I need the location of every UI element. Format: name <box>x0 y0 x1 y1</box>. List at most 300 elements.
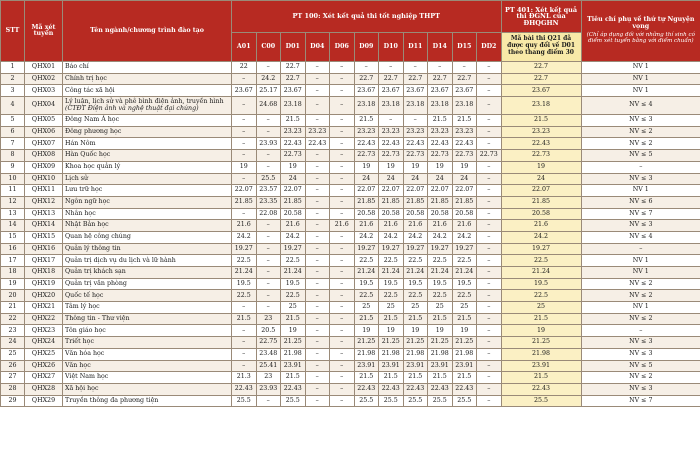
stt-cell: 10 <box>1 173 25 185</box>
program-name: Báo chí <box>65 63 89 71</box>
score-cell-d14: 20.58 <box>428 208 453 220</box>
score-cell-a01: 21.85 <box>232 196 257 208</box>
score-cell-d04: – <box>305 337 330 349</box>
extra-criteria-cell: – <box>581 161 700 173</box>
code-cell: QHX04 <box>25 97 63 115</box>
score-cell-d09: 21.98 <box>354 348 379 360</box>
score-cell-c00: 25.5 <box>256 173 281 185</box>
code-cell: QHX12 <box>25 196 63 208</box>
score-cell-d14: 19 <box>428 325 453 337</box>
score-cell-d11: 19.5 <box>403 278 428 290</box>
program-name-cell <box>63 173 232 185</box>
score-cell-a01: – <box>232 173 257 185</box>
score-cell-d15: 22.07 <box>452 185 477 197</box>
score-cell-d14: 19 <box>428 161 453 173</box>
score-cell-d11: 22.7 <box>403 73 428 85</box>
score-cell-d06: – <box>330 138 355 150</box>
pt401-score-cell: 23.23 <box>501 126 581 138</box>
stt-cell: 19 <box>1 278 25 290</box>
score-cell-d09: 21.25 <box>354 337 379 349</box>
score-cell-d01: 22.5 <box>281 290 306 302</box>
score-cell-d01: 22.43 <box>281 383 306 395</box>
score-cell-d06: – <box>330 126 355 138</box>
score-cell-a01: – <box>232 150 257 162</box>
score-cell-d09: 20.58 <box>354 208 379 220</box>
score-cell-d09: 23.91 <box>354 360 379 372</box>
program-name: Xã hội học <box>65 385 99 393</box>
extra-criteria-cell: NV 1 <box>581 255 700 267</box>
score-cell-d15: 22.5 <box>452 290 477 302</box>
score-cell-d10: 19.5 <box>379 278 404 290</box>
program-name: Lý luận, lịch sử và phê bình điện ảnh, truyền hình <box>65 97 224 105</box>
pt401-score-cell: 23.91 <box>501 360 581 372</box>
score-cell-d09: 22.5 <box>354 290 379 302</box>
extra-criteria-cell: NV ≤ 3 <box>581 383 700 395</box>
program-name-cell <box>63 62 232 74</box>
pt401-score-cell: 21.85 <box>501 196 581 208</box>
score-cell-a01: – <box>232 138 257 150</box>
score-cell-d11: 23.23 <box>403 126 428 138</box>
score-cell-d15: 21.5 <box>452 115 477 127</box>
score-cell-d14: 23.23 <box>428 126 453 138</box>
score-cell-a01: 21.3 <box>232 372 257 384</box>
table-body <box>1 62 700 407</box>
score-cell-d06: – <box>330 325 355 337</box>
program-name-cell <box>63 185 232 197</box>
extra-criteria-cell: NV 1 <box>581 267 700 279</box>
program-name: Tâm lý học <box>65 303 100 311</box>
code-cell: QHX17 <box>25 255 63 267</box>
program-name-cell <box>63 383 232 395</box>
score-cell-d06: – <box>330 360 355 372</box>
score-cell-a01: 22.5 <box>232 290 257 302</box>
score-cell-d15: 21.5 <box>452 313 477 325</box>
score-cell-d04: – <box>305 255 330 267</box>
stt-cell: 5 <box>1 115 25 127</box>
score-cell-a01: 19.5 <box>232 278 257 290</box>
score-cell-d14: – <box>428 62 453 74</box>
score-cell-dd2: – <box>477 278 502 290</box>
score-cell-d10: 19.27 <box>379 243 404 255</box>
program-name-cell <box>63 231 232 243</box>
score-cell-d11: 22.07 <box>403 185 428 197</box>
score-cell-c00: 23.48 <box>256 348 281 360</box>
score-cell-dd2: 22.73 <box>477 150 502 162</box>
table-row <box>1 196 700 208</box>
score-cell-d09: 22.5 <box>354 255 379 267</box>
score-cell-d06: – <box>330 196 355 208</box>
program-name-cell <box>63 161 232 173</box>
score-cell-d15: 22.73 <box>452 150 477 162</box>
score-cell-a01: 19 <box>232 161 257 173</box>
code-cell: QHX23 <box>25 325 63 337</box>
extra-criteria-cell: NV ≤ 2 <box>581 278 700 290</box>
program-name-cell <box>63 138 232 150</box>
score-cell-d09: 22.43 <box>354 138 379 150</box>
score-cell-d09: 19 <box>354 325 379 337</box>
score-cell-d04: 22.43 <box>305 138 330 150</box>
code-cell: QHX02 <box>25 73 63 85</box>
code-cell: QHX14 <box>25 220 63 232</box>
subject-header-d04: D04 <box>305 32 330 61</box>
extra-criteria-cell: NV ≤ 6 <box>581 196 700 208</box>
extra-criteria-cell: NV ≤ 2 <box>581 313 700 325</box>
extra-criteria-header <box>581 1 700 62</box>
program-name: Ngôn ngữ học <box>65 198 110 206</box>
score-cell-dd2: – <box>477 138 502 150</box>
score-cell-d04: – <box>305 372 330 384</box>
table-row <box>1 115 700 127</box>
score-cell-d14: 23.67 <box>428 85 453 97</box>
score-cell-d15: 21.6 <box>452 220 477 232</box>
program-name: Thông tin - Thư viện <box>65 314 130 322</box>
score-cell-d14: 19.27 <box>428 243 453 255</box>
score-cell-d15: 23.67 <box>452 85 477 97</box>
stt-cell: 16 <box>1 243 25 255</box>
score-cell-a01: – <box>232 337 257 349</box>
score-cell-d04: – <box>305 360 330 372</box>
score-cell-d11: 22.5 <box>403 255 428 267</box>
score-cell-d14: 24.2 <box>428 231 453 243</box>
extra-criteria-cell: NV 1 <box>581 302 700 314</box>
score-cell-c00: – <box>256 220 281 232</box>
score-cell-d01: 21.5 <box>281 313 306 325</box>
table-row <box>1 138 700 150</box>
score-cell-c00: 25.41 <box>256 360 281 372</box>
score-cell-d10: 22.7 <box>379 73 404 85</box>
score-cell-d01: 23.91 <box>281 360 306 372</box>
score-cell-d09: 21.5 <box>354 115 379 127</box>
table-row <box>1 97 700 115</box>
score-cell-d01: 19.5 <box>281 278 306 290</box>
score-cell-c00: 22.75 <box>256 337 281 349</box>
table-row <box>1 290 700 302</box>
score-cell-d15: – <box>452 62 477 74</box>
score-cell-dd2: – <box>477 313 502 325</box>
score-cell-d06: – <box>330 243 355 255</box>
score-cell-d09: 21.24 <box>354 267 379 279</box>
extra-criteria-cell: NV ≤ 7 <box>581 395 700 407</box>
extra-criteria-cell: NV ≤ 4 <box>581 231 700 243</box>
stt-cell: 18 <box>1 267 25 279</box>
score-cell-d06: – <box>330 85 355 97</box>
score-cell-d04: – <box>305 173 330 185</box>
score-cell-d10: 21.5 <box>379 372 404 384</box>
score-cell-d14: 22.7 <box>428 73 453 85</box>
score-cell-d04: – <box>305 243 330 255</box>
score-cell-dd2: – <box>477 85 502 97</box>
stt-cell: 29 <box>1 395 25 407</box>
score-cell-d11: 21.6 <box>403 220 428 232</box>
score-cell-d09: 23.67 <box>354 85 379 97</box>
score-cell-a01: – <box>232 126 257 138</box>
stt-cell: 15 <box>1 231 25 243</box>
code-cell: QHX24 <box>25 337 63 349</box>
score-cell-d04: – <box>305 97 330 115</box>
program-name: Triết học <box>65 338 95 346</box>
score-cell-d10: 21.98 <box>379 348 404 360</box>
score-cell-d15: 19.5 <box>452 278 477 290</box>
program-name: Tôn giáo học <box>65 326 106 334</box>
extra-criteria-cell: – <box>581 325 700 337</box>
score-cell-d14: 21.98 <box>428 348 453 360</box>
table-row <box>1 231 700 243</box>
score-cell-d01: 24.2 <box>281 231 306 243</box>
score-cell-d04: – <box>305 267 330 279</box>
table-row <box>1 243 700 255</box>
table-row <box>1 348 700 360</box>
score-cell-d06: – <box>330 302 355 314</box>
score-cell-c00: 23.57 <box>256 185 281 197</box>
extra-criteria-note: (Chỉ áp dụng đối với những thí sinh có điểm xét tuyển bằng với điểm chuẩn) <box>586 31 696 45</box>
score-cell-d01: 20.58 <box>281 208 306 220</box>
score-cell-dd2: – <box>477 348 502 360</box>
pt401-score-cell: 21.5 <box>501 372 581 384</box>
program-name: Nhật Bản học <box>65 221 109 229</box>
score-cell-d15: 22.5 <box>452 255 477 267</box>
score-cell-c00: 23 <box>256 313 281 325</box>
program-name-cell <box>63 243 232 255</box>
code-cell: QHX16 <box>25 243 63 255</box>
score-cell-c00: – <box>256 290 281 302</box>
score-cell-d14: 21.85 <box>428 196 453 208</box>
score-cell-d01: 25 <box>281 302 306 314</box>
extra-criteria-cell: NV ≤ 2 <box>581 126 700 138</box>
program-name: Quản trị dịch vụ du lịch và lữ hành <box>65 256 176 264</box>
score-cell-d09: 19.5 <box>354 278 379 290</box>
extra-criteria-cell: NV 1 <box>581 185 700 197</box>
score-cell-d09: 19.27 <box>354 243 379 255</box>
score-cell-a01: 22.07 <box>232 185 257 197</box>
pt401-score-cell: 19 <box>501 161 581 173</box>
score-cell-a01: – <box>232 208 257 220</box>
score-cell-dd2: – <box>477 243 502 255</box>
extra-criteria-cell: NV ≤ 3 <box>581 115 700 127</box>
score-cell-dd2: – <box>477 395 502 407</box>
score-cell-d10: 24 <box>379 173 404 185</box>
subject-header-a01: A01 <box>232 32 257 61</box>
pt401-score-cell: 21.6 <box>501 220 581 232</box>
program-name: Quản lý thông tin <box>65 244 121 252</box>
code-cell: QHX27 <box>25 372 63 384</box>
score-cell-d06: – <box>330 337 355 349</box>
score-cell-d10: – <box>379 62 404 74</box>
score-cell-d11: 23.67 <box>403 85 428 97</box>
program-name-cell <box>63 278 232 290</box>
score-cell-a01: 21.6 <box>232 220 257 232</box>
stt-cell: 25 <box>1 348 25 360</box>
table-row <box>1 126 700 138</box>
score-cell-d10: 22.43 <box>379 138 404 150</box>
score-cell-a01: – <box>232 97 257 115</box>
score-cell-d10: 22.07 <box>379 185 404 197</box>
table-row <box>1 325 700 337</box>
score-cell-dd2: – <box>477 196 502 208</box>
score-cell-dd2: – <box>477 126 502 138</box>
pt401-score-cell: 22.7 <box>501 62 581 74</box>
score-cell-d04: – <box>305 208 330 220</box>
extra-criteria-cell: NV ≤ 3 <box>581 220 700 232</box>
program-name: Văn học <box>65 361 91 369</box>
score-cell-d09: 22.7 <box>354 73 379 85</box>
pt401-score-cell: 22.7 <box>501 73 581 85</box>
code-cell: QHX10 <box>25 173 63 185</box>
subject-header-d01: D01 <box>281 32 306 61</box>
score-cell-d01: 25.5 <box>281 395 306 407</box>
score-cell-d11: 25 <box>403 302 428 314</box>
table-row <box>1 278 700 290</box>
score-cell-dd2: – <box>477 220 502 232</box>
score-cell-d06: – <box>330 150 355 162</box>
score-cell-a01: – <box>232 115 257 127</box>
program-name: Truyền thông đa phương tiện <box>65 396 159 404</box>
score-cell-c00: – <box>256 161 281 173</box>
score-cell-c00: – <box>256 115 281 127</box>
score-cell-d01: 22.5 <box>281 255 306 267</box>
score-cell-a01: 19.27 <box>232 243 257 255</box>
program-name-cell <box>63 126 232 138</box>
program-name-cell <box>63 115 232 127</box>
score-cell-d11: 24.2 <box>403 231 428 243</box>
code-cell: QHX25 <box>25 348 63 360</box>
stt-cell: 24 <box>1 337 25 349</box>
code-cell: QHX20 <box>25 290 63 302</box>
code-cell: QHX08 <box>25 150 63 162</box>
score-cell-d09: 24 <box>354 173 379 185</box>
score-cell-c00: – <box>256 267 281 279</box>
pt401-score-cell: 22.5 <box>501 290 581 302</box>
score-cell-d01: 24 <box>281 173 306 185</box>
program-name-cell <box>63 208 232 220</box>
score-cell-d04: – <box>305 85 330 97</box>
score-cell-d09: 25.5 <box>354 395 379 407</box>
score-cell-d06: 21.6 <box>330 220 355 232</box>
extra-criteria-cell: NV 1 <box>581 85 700 97</box>
score-cell-d04: – <box>305 290 330 302</box>
stt-cell: 12 <box>1 196 25 208</box>
program-name: Chính trị học <box>65 74 107 82</box>
extra-criteria-cell: NV ≤ 3 <box>581 337 700 349</box>
pt401-score-cell: 21.24 <box>501 267 581 279</box>
score-cell-d14: 23.18 <box>428 97 453 115</box>
program-name: Lưu trữ học <box>65 186 103 194</box>
code-cell: QHX18 <box>25 267 63 279</box>
score-cell-d14: 25.5 <box>428 395 453 407</box>
score-cell-d04: – <box>305 196 330 208</box>
score-cell-d01: 22.7 <box>281 62 306 74</box>
score-cell-d04: – <box>305 278 330 290</box>
score-cell-d06: – <box>330 383 355 395</box>
score-cell-dd2: – <box>477 267 502 279</box>
score-cell-d14: 22.73 <box>428 150 453 162</box>
score-cell-d06: – <box>330 73 355 85</box>
extra-criteria-cell: – <box>581 243 700 255</box>
score-cell-d14: 22.5 <box>428 290 453 302</box>
score-cell-d10: 24.2 <box>379 231 404 243</box>
program-name-cell <box>63 337 232 349</box>
score-cell-d15: 23.18 <box>452 97 477 115</box>
table-row <box>1 395 700 407</box>
score-cell-dd2: – <box>477 325 502 337</box>
score-cell-a01: 25.5 <box>232 395 257 407</box>
score-cell-c00: 24.68 <box>256 97 281 115</box>
score-cell-d04: – <box>305 115 330 127</box>
program-name: Hán Nôm <box>65 139 96 147</box>
extra-criteria-cell: NV ≤ 2 <box>581 138 700 150</box>
extra-criteria-cell: NV ≤ 2 <box>581 290 700 302</box>
score-cell-d15: 19 <box>452 161 477 173</box>
score-cell-d04: – <box>305 325 330 337</box>
score-cell-d15: 22.43 <box>452 138 477 150</box>
table-row <box>1 360 700 372</box>
score-cell-d14: 21.24 <box>428 267 453 279</box>
score-cell-d09: 23.23 <box>354 126 379 138</box>
code-cell: QHX03 <box>25 85 63 97</box>
program-name: Khoa học quản lý <box>65 163 121 170</box>
score-cell-d09: 21.5 <box>354 372 379 384</box>
extra-criteria-cell: NV ≤ 4 <box>581 97 700 115</box>
score-cell-d14: 25 <box>428 302 453 314</box>
score-cell-d01: 22.43 <box>281 138 306 150</box>
score-cell-d14: 23.91 <box>428 360 453 372</box>
score-cell-d09: 21.85 <box>354 196 379 208</box>
score-cell-d01: 21.25 <box>281 337 306 349</box>
score-cell-d11: 22.43 <box>403 383 428 395</box>
stt-cell: 26 <box>1 360 25 372</box>
program-name-cell <box>63 325 232 337</box>
program-name-cell <box>63 255 232 267</box>
code-cell: QHX21 <box>25 302 63 314</box>
extra-criteria-cell: NV ≤ 7 <box>581 208 700 220</box>
score-cell-d04: – <box>305 150 330 162</box>
program-name-cell <box>63 290 232 302</box>
score-cell-d06: – <box>330 97 355 115</box>
score-cell-dd2: – <box>477 383 502 395</box>
stt-cell: 4 <box>1 97 25 115</box>
stt-cell: 6 <box>1 126 25 138</box>
program-name: Lịch sử <box>65 174 89 182</box>
score-cell-c00: – <box>256 255 281 267</box>
score-cell-d06: – <box>330 173 355 185</box>
program-note: (CTĐT Điện ảnh và nghệ thuật đại chúng) <box>65 104 199 112</box>
program-name: Quản trị văn phòng <box>65 279 127 287</box>
score-cell-a01: 21.24 <box>232 267 257 279</box>
score-cell-d06: – <box>330 231 355 243</box>
score-cell-a01: 22 <box>232 62 257 74</box>
score-cell-d04: – <box>305 302 330 314</box>
program-name-cell <box>63 372 232 384</box>
pt401-score-cell: 25.5 <box>501 395 581 407</box>
pt401-score-cell: 24 <box>501 173 581 185</box>
score-cell-c00: 24.2 <box>256 73 281 85</box>
score-cell-d01: 22.07 <box>281 185 306 197</box>
score-cell-d06: – <box>330 161 355 173</box>
score-cell-c00: – <box>256 126 281 138</box>
score-cell-d06: – <box>330 62 355 74</box>
code-cell: QHX26 <box>25 360 63 372</box>
score-cell-d04: 23.23 <box>305 126 330 138</box>
program-name-cell <box>63 395 232 407</box>
subject-header-d09: D09 <box>354 32 379 61</box>
stt-cell: 14 <box>1 220 25 232</box>
pt401-score-cell: 23.67 <box>501 85 581 97</box>
score-cell-d11: 19 <box>403 161 428 173</box>
extra-criteria-cell: NV ≤ 2 <box>581 372 700 384</box>
pt401-score-cell: 19 <box>501 325 581 337</box>
pt401-group-header: PT 401: Xét kết quả thi ĐGNL của ĐHQGHN <box>501 1 581 33</box>
score-cell-d01: 21.85 <box>281 196 306 208</box>
code-cell: QHX22 <box>25 313 63 325</box>
